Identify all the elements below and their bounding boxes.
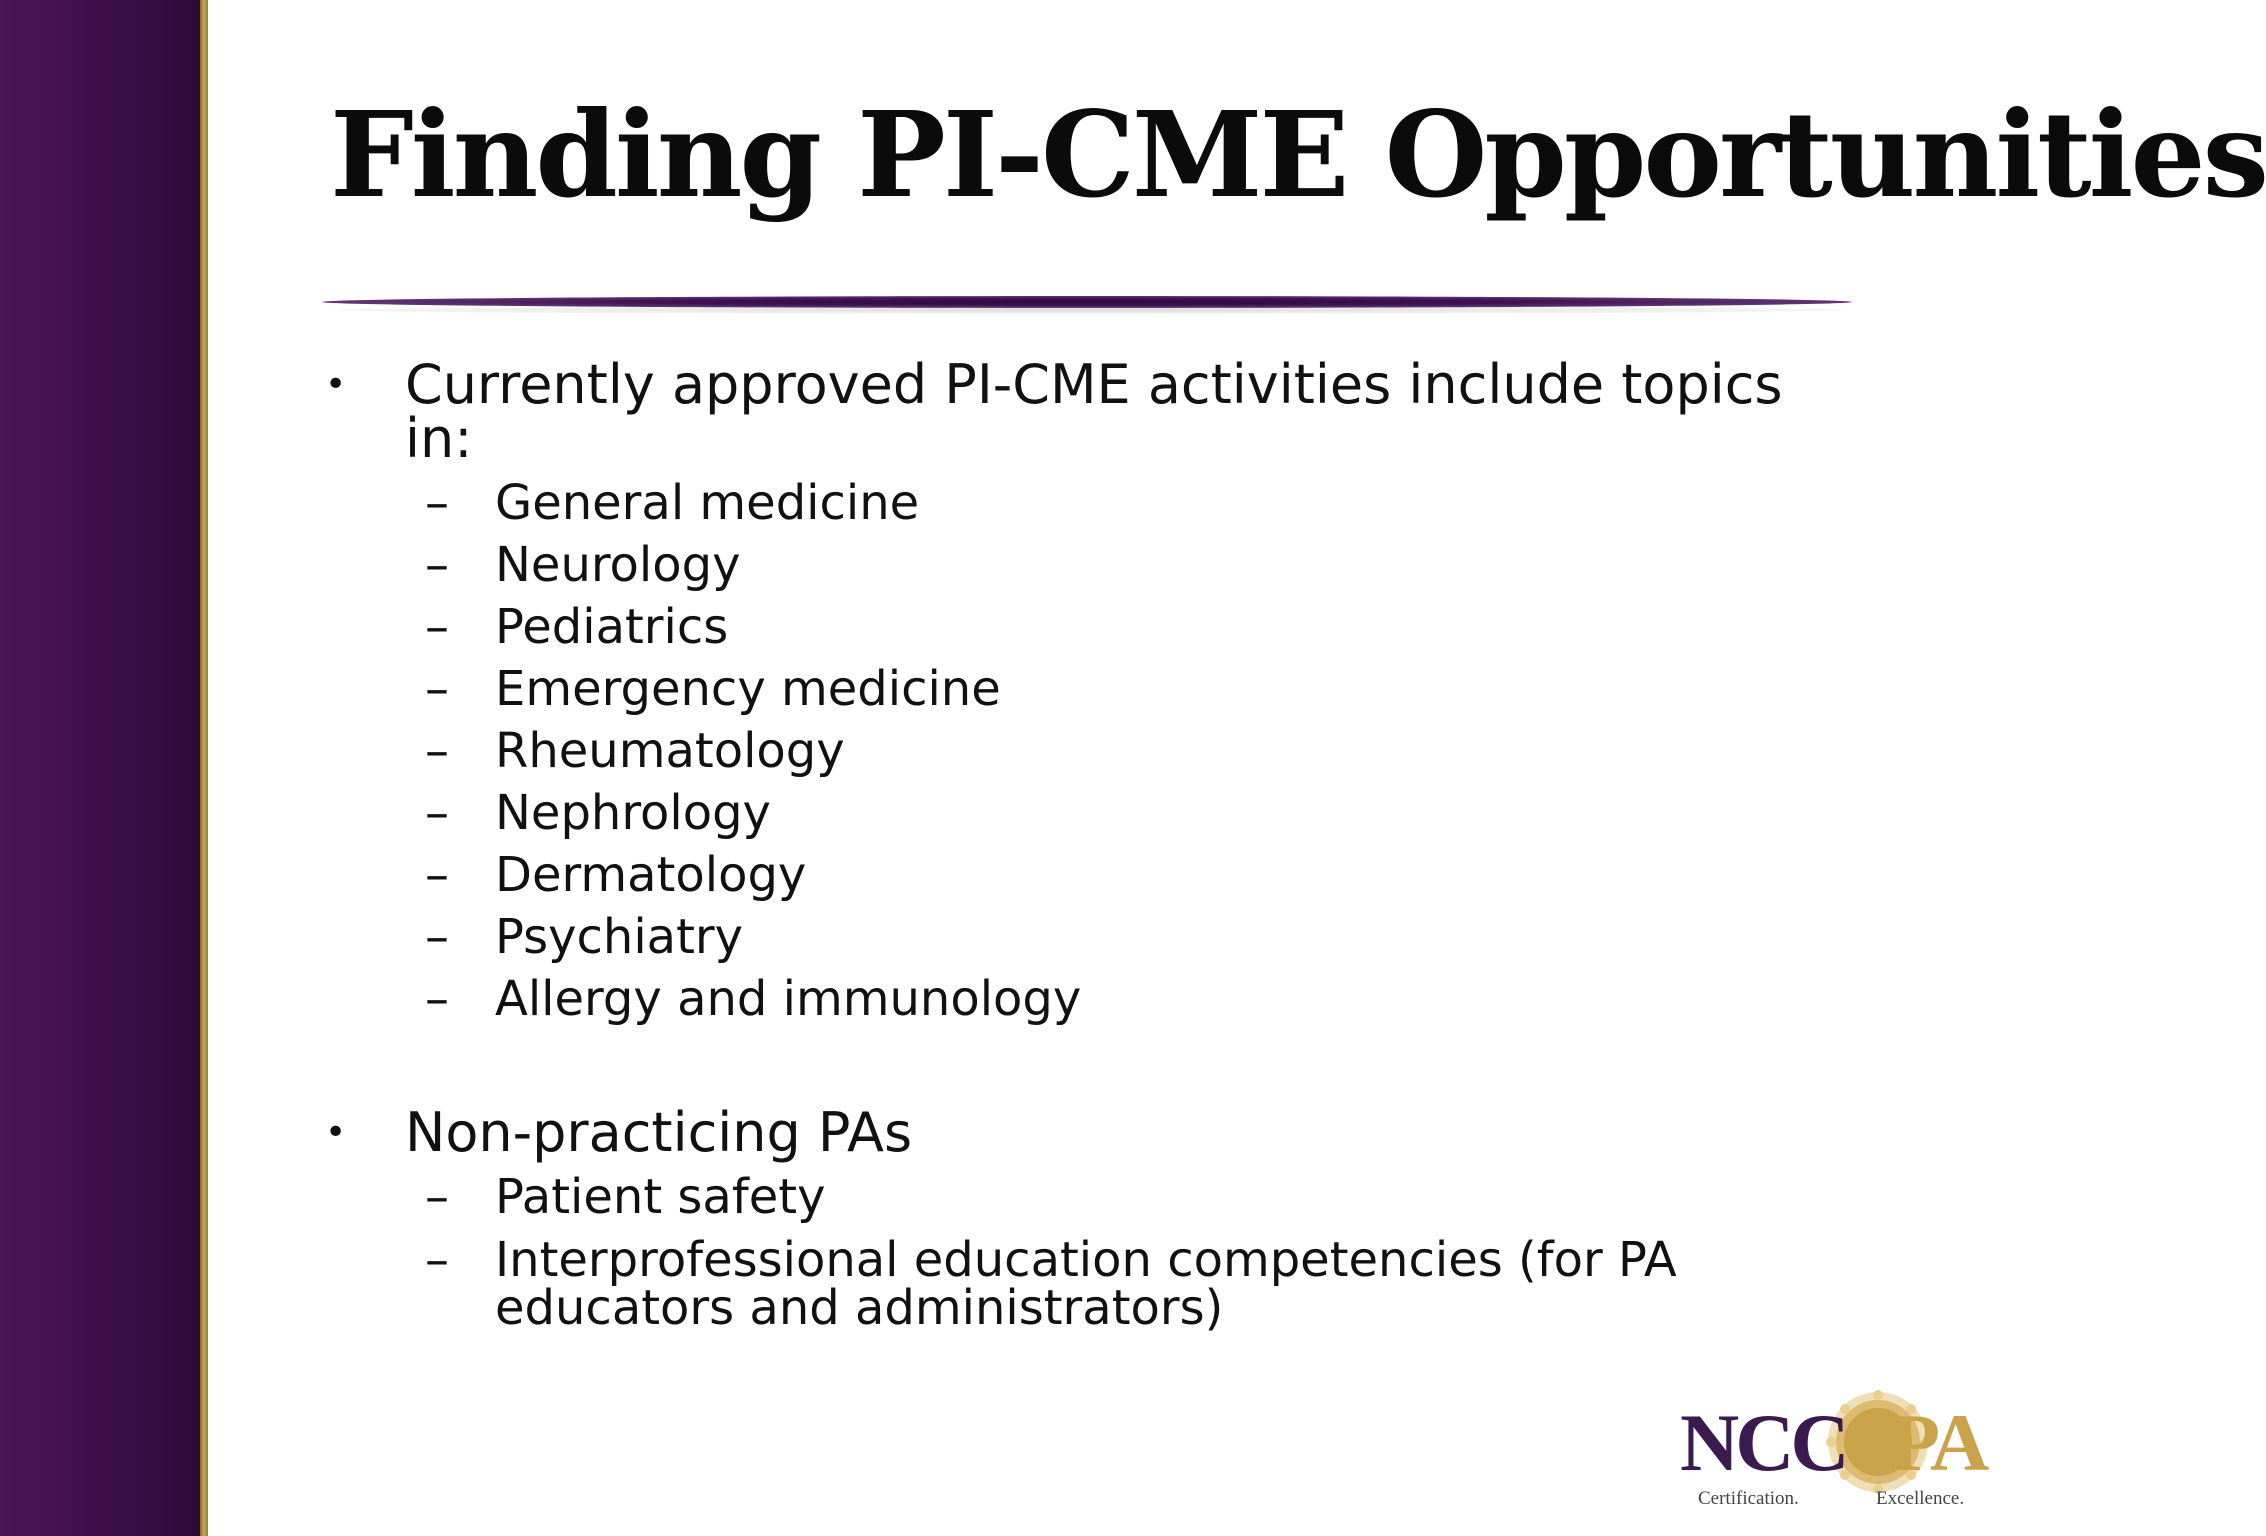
bullet-marker: •	[325, 1112, 347, 1153]
dash-marker: –	[425, 599, 449, 655]
dash-marker: –	[425, 785, 449, 841]
list-item	[325, 906, 1825, 968]
list-item-text: Patient safety	[495, 1169, 826, 1225]
bullet-approved-activities	[325, 353, 1825, 470]
slide-content	[325, 353, 1825, 1336]
list-item	[325, 534, 1825, 596]
dash-marker: –	[425, 909, 449, 965]
sidebar-gold-edge	[200, 0, 208, 1536]
svg-text:NCC: NCC	[1680, 1397, 1846, 1488]
list-item-text: Nephrology	[495, 785, 771, 841]
list-item	[325, 720, 1825, 782]
dash-marker: –	[425, 1232, 449, 1288]
dash-marker: –	[425, 537, 449, 593]
topics-list	[325, 472, 1825, 1030]
list-item	[325, 844, 1825, 906]
left-purple-sidebar	[0, 0, 200, 1536]
list-item	[325, 596, 1825, 658]
list-item-text: Interprofessional education competencies (for PA educators and administrators)	[495, 1232, 1677, 1336]
list-item-text: Pediatrics	[495, 599, 729, 655]
list-item-text: Emergency medicine	[495, 661, 1001, 717]
list-item	[325, 782, 1825, 844]
list-item-text: Neurology	[495, 537, 741, 593]
list-item	[325, 1166, 1825, 1228]
svg-text:Excellence.: Excellence.	[1876, 1488, 1965, 1509]
slide-title: Finding PI-CME Opportunities	[330, 85, 2266, 224]
list-item-text: Dermatology	[495, 847, 807, 903]
bullet-text: Non-practicing PAs	[405, 1101, 913, 1164]
dash-marker: –	[425, 971, 449, 1027]
svg-text:PA: PA	[1890, 1397, 1986, 1488]
list-item-text: Psychiatry	[495, 909, 744, 965]
list-item-text: Rheumatology	[495, 723, 845, 779]
list-item	[325, 472, 1825, 534]
dash-marker: –	[425, 847, 449, 903]
title-divider-shadow	[340, 306, 1840, 314]
list-item	[325, 1232, 1825, 1336]
dash-marker: –	[425, 723, 449, 779]
dash-marker: –	[425, 661, 449, 717]
list-item	[325, 658, 1825, 720]
non-practicing-list	[325, 1166, 1825, 1336]
dash-marker: –	[425, 1169, 449, 1225]
list-item-text: General medicine	[495, 475, 920, 531]
list-item-text: Allergy and immunology	[495, 971, 1082, 1027]
list-item	[325, 968, 1825, 1030]
dash-marker: –	[425, 475, 449, 531]
bullet-marker: •	[325, 364, 347, 405]
svg-text:Certification.: Certification.	[1698, 1488, 1799, 1509]
nccpa-logo	[1676, 1386, 2016, 1516]
bullet-non-practicing-pas	[325, 1101, 1825, 1164]
bullet-text: Currently approved PI-CME activities include topics in:	[405, 353, 1783, 470]
